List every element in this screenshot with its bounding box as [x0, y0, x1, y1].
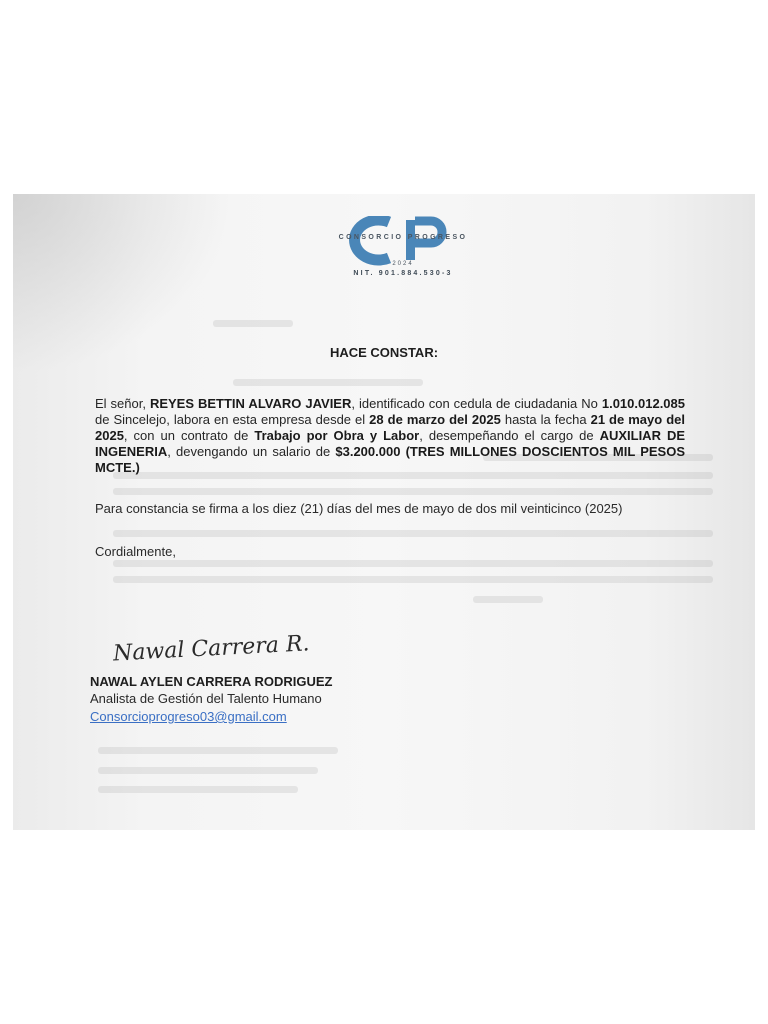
- bleed-through-line: [213, 320, 293, 327]
- handwritten-signature: [109, 624, 309, 670]
- signer-email-link[interactable]: Consorcioprogreso03@gmail.com: [90, 709, 287, 724]
- bleed-through-line: [233, 379, 423, 386]
- signing-statement: Para constancia se firma a los diez (21) días del mes de mayo de dos mil veinticinco (2025): [95, 501, 623, 516]
- closing: Cordialmente,: [95, 544, 176, 559]
- employee-name: REYES BETTIN ALVARO JAVIER: [149, 396, 352, 411]
- company-logo: [303, 216, 503, 278]
- salary: $3.200.000 (TRES MILLONES DOSCIENTOS MIL PESOS MCTE.): [95, 444, 685, 475]
- certification-paragraph: El señor, REYES BETTIN ALVARO JAVIER, identificado con cedula de ciudadania No 1.010.012.085 de Sincelejo, labora en esta empresa desde el 28 de marzo del 2025 hasta la fecha 21 de mayo del 2025, con un contrato de Trabajo por Obra y Labor, desempeñando el cargo de AUXILIAR DE INGENERIA, devengando un salario de $3.200.000 (TRES MILLONES DOSCIENTOS MIL PESOS MCTE.): [95, 396, 686, 475]
- bleed-through-line: [113, 576, 713, 583]
- bleed-through-line: [113, 560, 713, 567]
- job-title: AUXILIAR DE INGENERIA: [95, 428, 686, 459]
- bleed-through-line: [113, 530, 713, 537]
- signer-name: NAWAL AYLEN CARRERA RODRIGUEZ: [90, 674, 333, 689]
- bleed-through-line: [98, 786, 298, 793]
- bleed-through-line: [98, 747, 338, 754]
- employee-id: 1.010.012.085: [601, 396, 685, 411]
- cp-monogram-icon: [303, 216, 503, 278]
- company-nit: NIT. 901.884.530-3: [353, 270, 453, 277]
- document-heading: HACE CONSTAR:: [329, 345, 439, 360]
- signer-title: Analista de Gestión del Talento Humano: [90, 691, 322, 706]
- bleed-through-line: [113, 488, 713, 495]
- end-date: 21 de mayo del 2025: [95, 412, 685, 443]
- logo-year: 2024: [392, 261, 414, 267]
- document-photo: [13, 194, 755, 830]
- bleed-through-line: [473, 596, 543, 603]
- logo-band-text: CONSORCIO PROGRESO: [338, 234, 468, 241]
- svg-text:Nawal Carrera R.: Nawal Carrera R.: [112, 631, 309, 667]
- signature-icon: [109, 624, 309, 670]
- start-date: 28 de marzo del 2025: [369, 412, 501, 427]
- bleed-through-line: [98, 767, 318, 774]
- contract-type: Trabajo por Obra y Labor: [254, 428, 420, 443]
